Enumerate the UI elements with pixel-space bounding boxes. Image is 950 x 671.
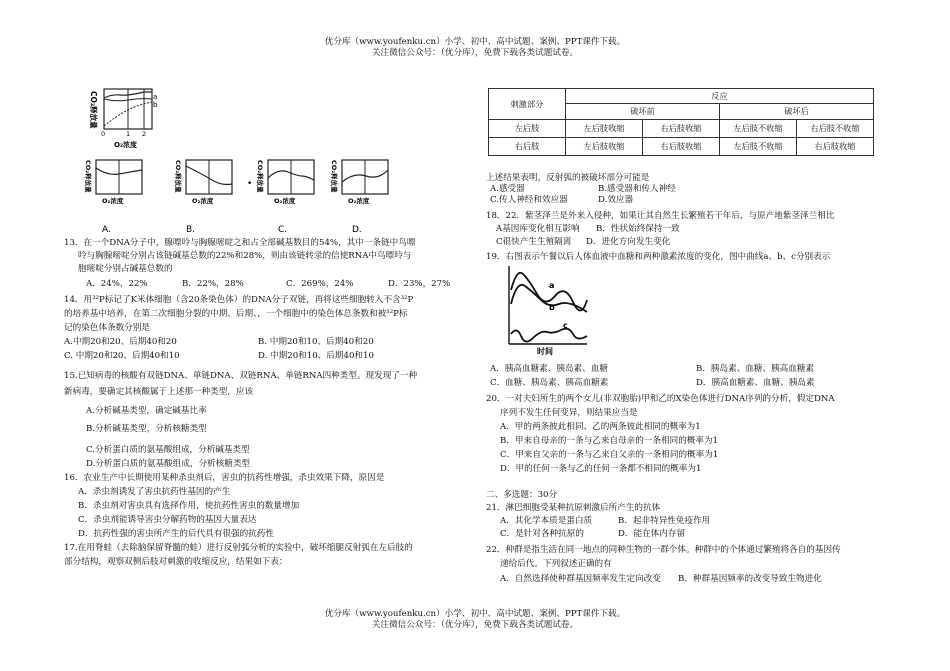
- row1-cell3: 左后肢不收缩: [720, 120, 797, 138]
- q22-option-a[interactable]: A．自然选择使种群基因频率发生定向改变: [500, 574, 661, 584]
- q14-option-c[interactable]: C. 中期20和20、后期40和10: [64, 351, 180, 361]
- q20-option-b[interactable]: B．甲来自母亲的一条与乙来自母亲的一条相同的概率为1: [500, 436, 719, 446]
- right-column-text-top: [486, 173, 896, 266]
- option-graph-c: [256, 160, 314, 205]
- q16-option-d[interactable]: D．抗药性强的害虫所产生的后代具有很强的抗药性: [78, 529, 274, 539]
- q13-options: [64, 277, 474, 293]
- q17-conclusion: 上述结果表明，反射弧的被破坏部分可能是: [486, 173, 650, 183]
- curve-a-label: a: [153, 93, 158, 101]
- q19-option-b[interactable]: B．胰岛素、血糖、胰高血糖素: [696, 364, 815, 374]
- q14-line2: 的培养基中培养，在第二次细胞分裂的中期、后期、，一个细胞中的染色体总条数和被³²P标: [64, 309, 408, 319]
- stim-header: 刺激部分: [489, 89, 566, 120]
- q13-line2: 呤与胸腺嘧啶分别占该链碱基总数的22%和28%，则由该链转录的信使RNA中鸟嘌呤与: [78, 251, 412, 261]
- q19-graph-svg: [503, 264, 593, 356]
- q19-option-d[interactable]: D．胰高血糖素、血糖、胰岛素: [696, 378, 815, 388]
- q19-line1: 19．右图表示午餐以后人体血液中血糖和两种激素浓度的变化，图中曲线a、b、c分别表示: [486, 252, 831, 262]
- q16-option-c[interactable]: C．杀虫剂能诱导害虫分解药物的基因大量表达: [78, 515, 257, 525]
- q22-option-b[interactable]: B．种群基因频率的改变导致生物进化: [678, 574, 822, 584]
- q18-line1: 18．22．紫茎泽兰是外来入侵种，如果让其自然生长繁殖若干年后，与原产地紫茎泽兰相比: [486, 211, 835, 221]
- q19-graph: [503, 264, 593, 360]
- q17-options-row2: [486, 195, 896, 209]
- q16-stem: 16．农业生产中长期使用某种杀虫剂后，害虫的抗药性增强，杀虫效果下降，原因是: [64, 473, 385, 483]
- svg-text:O₂浓度: O₂浓度: [348, 197, 370, 205]
- q17-options-row1: [486, 184, 896, 195]
- q17-result-table: [488, 88, 874, 156]
- x-axis-label: 时间: [537, 347, 553, 356]
- q15-option-c[interactable]: C.分析蛋白质的氨基酸组成，分析碱基类型: [86, 445, 250, 455]
- option-a-label: A.: [102, 225, 111, 235]
- q21-option-d[interactable]: D．能在体内存留: [618, 529, 686, 539]
- row1-cell1: 左后肢收缩: [566, 120, 643, 138]
- q14-option-d[interactable]: D. 中期20和10、后期40和10: [258, 351, 374, 361]
- svg-text:CO₂释放量: CO₂释放量: [256, 160, 264, 193]
- q16-option-b[interactable]: B．杀虫剂对害虫具有选择作用，使抗药性害虫的数量增加: [78, 501, 300, 511]
- q14-option-a[interactable]: A.中期20和20、后期40和20: [64, 337, 177, 347]
- q14-options-row2: [64, 351, 474, 365]
- q18-options-row1: [486, 224, 896, 237]
- q17-line1: 17.在用脊蛙（去除脑保留脊髓的蛙）进行反射弧分析的实验中，破坏缩腿反射弧在左后肢的: [64, 543, 413, 553]
- q13-option-b[interactable]: B．22%，28%: [182, 279, 244, 289]
- q21-stem: 21．淋巴细胞受某种抗原刺激后所产生的抗体: [486, 503, 661, 513]
- q13-option-a[interactable]: A．24%，22%: [86, 279, 148, 289]
- svg-text:CO₂释放量: CO₂释放量: [84, 160, 92, 193]
- q15-option-d[interactable]: D.分析蛋白质的氨基酸组成，分析核糖类型: [86, 459, 251, 469]
- q21-option-b[interactable]: B．起非特异性免疫作用: [618, 516, 711, 526]
- tick-2: 2: [142, 130, 147, 138]
- q12-figure-svg: [82, 86, 392, 236]
- header-line-2: 关注微信公众号：（优分库），免费下载各类试题试卷。: [371, 48, 579, 58]
- row2-part: 右后肢: [489, 138, 566, 156]
- page-header: [0, 37, 950, 59]
- footer-line-2: 关注微信公众号：（优分库），免费下载各类试题试卷。: [371, 620, 579, 630]
- option-d-label: D.: [352, 225, 362, 235]
- row2-cell3: 左后肢不收缩: [720, 138, 797, 156]
- q13-line3: 胞嘧啶分别占碱基总数的: [78, 264, 173, 274]
- q19-options-row1: [486, 364, 896, 378]
- q14-options-row1: [64, 337, 474, 351]
- page-footer: [0, 609, 950, 631]
- q21-options-row2: [486, 529, 896, 545]
- svg-text:CO₂释放量: CO₂释放量: [330, 160, 338, 193]
- footer-line-1: 优分库（www.youfenku.cn）小学、初中、高中试题、案例、PPT课件下载。: [324, 609, 626, 619]
- svg-text:O₂浓度: O₂浓度: [102, 197, 124, 205]
- q20-option-d[interactable]: D．甲的任何一条与乙的任何一条都不相同的概率为1: [500, 464, 702, 474]
- q21-option-c[interactable]: C．是针对各种抗原的: [500, 529, 584, 539]
- label-a: a: [549, 281, 555, 290]
- tick-1: 1: [126, 130, 131, 138]
- q22-options: [486, 574, 896, 588]
- q19-option-a[interactable]: A．胰高血糖素、胰岛素、血糖: [490, 364, 608, 374]
- q21-options-row1: [486, 516, 896, 529]
- q19-option-c[interactable]: C．血糖、胰岛素、胰高血糖素: [490, 378, 609, 388]
- x-axis-label: O₂浓度: [114, 141, 138, 149]
- q20-option-c[interactable]: C．甲来自父亲的一条与乙来自父亲的一条相同的概率为1: [500, 450, 719, 460]
- row2-cell2: 右后肢收缩: [643, 138, 720, 156]
- response-header: 反应: [566, 89, 874, 104]
- q15-option-a[interactable]: A.分析碱基类型，确定碱基比率: [86, 406, 207, 416]
- q22-line1: 22．种群是指生活在同一地点的同种生物的一群个体。种群中的个体通过繁殖将各自的基因传: [486, 545, 841, 555]
- label-c: c: [563, 321, 568, 330]
- option-c-label: C.: [278, 225, 288, 235]
- after-header: 破坏后: [720, 104, 874, 120]
- q22-line2: 递给后代。下列叙述正确的有: [500, 559, 612, 569]
- row1-cell4: 右后肢不收缩: [797, 120, 874, 138]
- option-graph-a: [84, 160, 142, 205]
- label-b: b: [549, 303, 555, 312]
- header-line-1: 优分库（www.youfenku.cn）小学、初中、高中试题、案例、PPT课件下载。: [324, 37, 626, 47]
- row1-part: 左后肢: [489, 120, 566, 138]
- option-b-label: B.: [186, 225, 196, 235]
- q21-option-a[interactable]: A．其化学本质是蛋白质: [500, 516, 593, 526]
- q20-line1: 20．一对夫妇所生的两个女儿(非双胞胎)甲和乙的X染色体进行DNA序列的分析，假定DNA: [486, 394, 835, 404]
- option-graph-b: [174, 160, 232, 205]
- tick-0: 0: [101, 130, 106, 138]
- q17-option-b[interactable]: B.感受器和传人神经: [598, 184, 676, 194]
- curve-c: [511, 329, 587, 342]
- q17-option-c[interactable]: C.传人神经和效应器: [490, 195, 568, 205]
- q17-option-d[interactable]: D.效应器: [598, 195, 634, 205]
- q17-option-a[interactable]: A.感受器: [490, 184, 525, 194]
- q15-option-b[interactable]: B.分析碱基类型，分析核糖类型: [86, 424, 207, 434]
- q15-line1: 15.已知病毒的核酸有双链DNA、单链DNA、双链RNA、单链RNA四种类型。现发现了一种: [64, 371, 418, 381]
- curve-b-label: b: [153, 101, 158, 109]
- section2-title: 二、多选题：30分: [486, 490, 558, 500]
- row2-cell4: 右后肢收缩: [797, 138, 874, 156]
- option-graph-d: [330, 160, 388, 205]
- q12-figure: [82, 86, 392, 236]
- q14-line1: 14．用³²P标记了K米体细胞（含20条染色体）的DNA分子双链，再将这些细胞转入不含³²P: [64, 295, 414, 305]
- q16-option-a[interactable]: A．杀虫剂诱发了害虫抗药性基因的产生: [78, 487, 231, 497]
- q18-option-b[interactable]: B．性状始终保持一致: [596, 224, 680, 234]
- before-header: 破坏前: [566, 104, 720, 120]
- q13-option-c[interactable]: C．269%，24%: [286, 279, 354, 289]
- right-column-text-bottom: [486, 364, 896, 588]
- row2-cell1: 左后肢收缩: [566, 138, 643, 156]
- svg-text:CO₂释放量: CO₂释放量: [174, 160, 182, 193]
- q14-line3: 记的染色体条数分别是: [64, 323, 150, 333]
- q14-option-b[interactable]: B. 中期20和10、后期40和20: [258, 337, 374, 347]
- q20-line2: 序列不发生任何变异，则结果应当是: [500, 408, 638, 418]
- q18-option-c[interactable]: C很快产生生殖隔离: [496, 237, 572, 247]
- q20-option-a[interactable]: A．甲的两条彼此相同、乙的两条彼此相同的概率为1: [500, 422, 701, 432]
- svg-text:O₂浓度: O₂浓度: [274, 197, 296, 205]
- row1-cell2: 右后肢收缩: [643, 120, 720, 138]
- q18-option-d[interactable]: D．进化方向发生变化: [586, 237, 671, 247]
- left-column-text: [64, 238, 474, 571]
- q17-line2: 部分结构，观察双侧后肢对刺激的收缩反应，结果如下表：: [64, 557, 288, 567]
- q19-options-row2: [486, 378, 896, 394]
- q15-line2: 新病毒，要确定其核酸属于上述那一种类型，应该: [64, 387, 254, 397]
- q18-options-row2: [486, 237, 896, 251]
- svg-text:O₂浓度: O₂浓度: [192, 197, 214, 205]
- q13-line1: 13．在一个DNA分子中，腺嘌呤与胸腺嘧啶之和占全部碱基数目的54%，其中一条链中鸟嘌: [64, 238, 416, 248]
- y-axis-label: CO₂释放量: [89, 91, 98, 129]
- reflex-table: [488, 88, 874, 156]
- reference-graph: [89, 89, 158, 149]
- q13-option-d[interactable]: D．23%，27%: [388, 279, 451, 289]
- separator-dot: •: [247, 179, 253, 189]
- q18-option-a[interactable]: A基因库变化相互影响: [496, 224, 580, 234]
